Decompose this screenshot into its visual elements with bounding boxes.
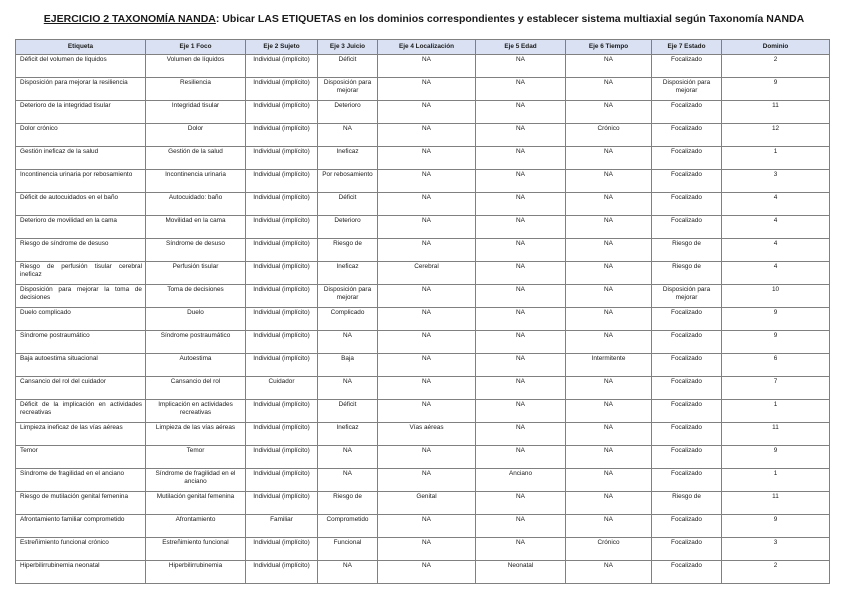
cell-eje3-juicio: Déficit [318,400,378,423]
cell-eje5-edad: NA [476,515,566,538]
cell-eje6-tiempo: NA [566,193,652,216]
cell-eje6-tiempo: NA [566,55,652,78]
cell-eje4-localizacion: NA [378,561,476,584]
cell-eje3-juicio: Disposición para mejorar [318,285,378,308]
table-row [16,492,830,515]
cell-eje5-edad: NA [476,101,566,124]
cell-eje6-tiempo: NA [566,285,652,308]
cell-dominio: 1 [722,147,830,170]
cell-eje1-foco: Autocuidado: baño [146,193,246,216]
cell-eje2-sujeto: Individual (implícito) [246,331,318,354]
cell-eje7-estado: Focalizado [652,561,722,584]
table-header-row [16,40,830,55]
cell-eje2-sujeto: Individual (implícito) [246,101,318,124]
cell-eje5-edad: NA [476,446,566,469]
cell-eje4-localizacion: NA [378,354,476,377]
cell-eje5-edad: NA [476,492,566,515]
cell-eje4-localizacion: NA [378,446,476,469]
cell-eje6-tiempo: NA [566,147,652,170]
cell-eje1-foco: Temor [146,446,246,469]
cell-eje5-edad: NA [476,55,566,78]
header-etiqueta: Etiqueta [16,40,146,55]
cell-eje4-localizacion: NA [378,515,476,538]
cell-dominio: 9 [722,308,830,331]
cell-eje2-sujeto: Individual (implícito) [246,239,318,262]
header-eje1: Eje 1 Foco [146,40,246,55]
table-row [16,446,830,469]
cell-eje3-juicio: Déficit [318,193,378,216]
table-row [16,377,830,400]
cell-eje2-sujeto: Familiar [246,515,318,538]
cell-eje6-tiempo: NA [566,262,652,285]
cell-eje5-edad: NA [476,170,566,193]
cell-etiqueta: Riesgo de perfusión tisular cerebral ineficaz [16,262,146,285]
cell-eje3-juicio: Complicado [318,308,378,331]
cell-eje3-juicio: NA [318,124,378,147]
cell-eje3-juicio: Baja [318,354,378,377]
cell-eje7-estado: Focalizado [652,354,722,377]
table-row [16,285,830,308]
cell-etiqueta: Riesgo de mutilación genital femenina [16,492,146,515]
cell-eje7-estado: Riesgo de [652,262,722,285]
cell-eje6-tiempo: NA [566,101,652,124]
cell-etiqueta: Síndrome postraumático [16,331,146,354]
cell-eje7-estado: Focalizado [652,147,722,170]
cell-dominio: 9 [722,515,830,538]
cell-eje5-edad: NA [476,308,566,331]
cell-eje2-sujeto: Individual (implícito) [246,446,318,469]
cell-eje4-localizacion: NA [378,538,476,561]
cell-eje2-sujeto: Individual (implícito) [246,538,318,561]
cell-etiqueta: Cansancio del rol del cuidador [16,377,146,400]
cell-eje7-estado: Focalizado [652,216,722,239]
cell-eje3-juicio: Disposición para mejorar [318,78,378,101]
cell-eje7-estado: Focalizado [652,193,722,216]
cell-eje3-juicio: NA [318,446,378,469]
cell-eje3-juicio: NA [318,561,378,584]
cell-eje4-localizacion: Vías aéreas [378,423,476,446]
cell-etiqueta: Incontinencia urinaria por rebosamiento [16,170,146,193]
cell-eje7-estado: Riesgo de [652,239,722,262]
cell-eje6-tiempo: Crónico [566,538,652,561]
cell-eje5-edad: NA [476,354,566,377]
cell-etiqueta: Disposición para mejorar la toma de decisiones [16,285,146,308]
cell-dominio: 1 [722,469,830,492]
header-eje6: Eje 6 Tiempo [566,40,652,55]
cell-etiqueta: Hiperbilirrubinemia neonatal [16,561,146,584]
cell-etiqueta: Estreñimiento funcional crónico [16,538,146,561]
cell-etiqueta: Disposición para mejorar la resiliencia [16,78,146,101]
cell-eje2-sujeto: Individual (implícito) [246,262,318,285]
cell-eje7-estado: Focalizado [652,331,722,354]
cell-eje2-sujeto: Individual (implícito) [246,124,318,147]
cell-dominio: 2 [722,55,830,78]
cell-eje1-foco: Dolor [146,124,246,147]
cell-eje3-juicio: Deterioro [318,101,378,124]
cell-eje4-localizacion: Genital [378,492,476,515]
table-row [16,262,830,285]
cell-etiqueta: Limpieza ineficaz de las vías aéreas [16,423,146,446]
cell-eje7-estado: Disposición para mejorar [652,78,722,101]
cell-eje5-edad: Anciano [476,469,566,492]
cell-eje3-juicio: Riesgo de [318,239,378,262]
cell-eje2-sujeto: Individual (implícito) [246,561,318,584]
cell-etiqueta: Deterioro de movilidad en la cama [16,216,146,239]
cell-dominio: 4 [722,239,830,262]
cell-eje7-estado: Focalizado [652,446,722,469]
cell-eje7-estado: Focalizado [652,170,722,193]
table-row [16,538,830,561]
cell-eje5-edad: NA [476,262,566,285]
cell-eje3-juicio: Ineficaz [318,423,378,446]
cell-eje4-localizacion: NA [378,78,476,101]
cell-eje6-tiempo: NA [566,561,652,584]
cell-etiqueta: Riesgo de síndrome de desuso [16,239,146,262]
cell-eje1-foco: Incontinencia urinaria [146,170,246,193]
cell-eje5-edad: NA [476,193,566,216]
cell-eje7-estado: Focalizado [652,469,722,492]
header-eje5: Eje 5 Edad [476,40,566,55]
table-row [16,193,830,216]
cell-eje7-estado: Focalizado [652,400,722,423]
cell-etiqueta: Dolor crónico [16,124,146,147]
cell-eje2-sujeto: Individual (implícito) [246,423,318,446]
table-row [16,101,830,124]
cell-eje5-edad: NA [476,538,566,561]
table-row [16,561,830,584]
cell-eje5-edad: NA [476,124,566,147]
cell-etiqueta: Síndrome de fragilidad en el anciano [16,469,146,492]
cell-eje1-foco: Cansancio del rol [146,377,246,400]
cell-eje6-tiempo: NA [566,78,652,101]
cell-eje1-foco: Toma de decisiones [146,285,246,308]
cell-eje1-foco: Resiliencia [146,78,246,101]
cell-dominio: 4 [722,193,830,216]
cell-eje1-foco: Hiperbilirrubinemia [146,561,246,584]
header-eje7: Eje 7 Estado [652,40,722,55]
cell-dominio: 4 [722,216,830,239]
table-row [16,400,830,423]
cell-eje6-tiempo: NA [566,446,652,469]
table-row [16,124,830,147]
cell-eje2-sujeto: Individual (implícito) [246,400,318,423]
cell-eje6-tiempo: NA [566,308,652,331]
cell-eje6-tiempo: NA [566,239,652,262]
cell-eje7-estado: Focalizado [652,308,722,331]
cell-dominio: 3 [722,538,830,561]
cell-eje3-juicio: Comprometido [318,515,378,538]
cell-eje7-estado: Disposición para mejorar [652,285,722,308]
cell-eje2-sujeto: Individual (implícito) [246,308,318,331]
cell-dominio: 11 [722,101,830,124]
cell-eje6-tiempo: Crónico [566,124,652,147]
cell-eje6-tiempo: NA [566,170,652,193]
table-row [16,308,830,331]
table-row [16,515,830,538]
cell-eje4-localizacion: NA [378,308,476,331]
cell-eje3-juicio: NA [318,331,378,354]
cell-eje2-sujeto: Individual (implícito) [246,55,318,78]
cell-dominio: 3 [722,170,830,193]
cell-eje1-foco: Gestión de la salud [146,147,246,170]
cell-dominio: 12 [722,124,830,147]
cell-eje6-tiempo: NA [566,400,652,423]
table-row [16,78,830,101]
cell-eje7-estado: Focalizado [652,538,722,561]
cell-eje1-foco: Mutilación genital femenina [146,492,246,515]
cell-eje5-edad: NA [476,216,566,239]
cell-eje1-foco: Autoestima [146,354,246,377]
cell-etiqueta: Temor [16,446,146,469]
cell-etiqueta: Deterioro de la integridad tisular [16,101,146,124]
cell-eje7-estado: Focalizado [652,377,722,400]
cell-eje1-foco: Afrontamiento [146,515,246,538]
cell-eje6-tiempo: NA [566,377,652,400]
cell-etiqueta: Afrontamiento familiar comprometido [16,515,146,538]
cell-etiqueta: Déficit de la implicación en actividades recreativas [16,400,146,423]
cell-eje3-juicio: NA [318,377,378,400]
cell-dominio: 6 [722,354,830,377]
cell-eje5-edad: Neonatal [476,561,566,584]
cell-eje6-tiempo: NA [566,469,652,492]
cell-eje2-sujeto: Individual (implícito) [246,285,318,308]
cell-eje6-tiempo: NA [566,216,652,239]
cell-eje7-estado: Riesgo de [652,492,722,515]
cell-eje7-estado: Focalizado [652,423,722,446]
cell-eje7-estado: Focalizado [652,55,722,78]
cell-eje7-estado: Focalizado [652,101,722,124]
header-eje2: Eje 2 Sujeto [246,40,318,55]
cell-eje1-foco: Movilidad en la cama [146,216,246,239]
header-dominio: Dominio [722,40,830,55]
cell-eje4-localizacion: NA [378,101,476,124]
cell-eje4-localizacion: NA [378,239,476,262]
cell-eje3-juicio: Riesgo de [318,492,378,515]
cell-eje6-tiempo: NA [566,423,652,446]
cell-eje3-juicio: Déficit [318,55,378,78]
cell-eje2-sujeto: Individual (implícito) [246,147,318,170]
cell-eje4-localizacion: NA [378,216,476,239]
cell-eje4-localizacion: NA [378,377,476,400]
cell-eje2-sujeto: Individual (implícito) [246,354,318,377]
cell-eje2-sujeto: Individual (implícito) [246,492,318,515]
cell-dominio: 1 [722,400,830,423]
table-row [16,239,830,262]
header-eje3: Eje 3 Juicio [318,40,378,55]
table-body [16,55,830,584]
cell-eje2-sujeto: Cuidador [246,377,318,400]
table-row [16,170,830,193]
cell-eje2-sujeto: Individual (implícito) [246,193,318,216]
cell-eje6-tiempo: NA [566,331,652,354]
cell-dominio: 7 [722,377,830,400]
cell-eje1-foco: Síndrome de desuso [146,239,246,262]
cell-eje5-edad: NA [476,285,566,308]
cell-eje1-foco: Estreñimiento funcional [146,538,246,561]
cell-eje1-foco: Perfusión tisular [146,262,246,285]
cell-eje2-sujeto: Individual (implícito) [246,78,318,101]
nanda-table [15,39,830,584]
cell-eje4-localizacion: Cerebral [378,262,476,285]
cell-eje1-foco: Integridad tisular [146,101,246,124]
cell-eje5-edad: NA [476,239,566,262]
cell-eje1-foco: Duelo [146,308,246,331]
table-row [16,216,830,239]
table-row [16,55,830,78]
cell-eje3-juicio: Ineficaz [318,262,378,285]
cell-dominio: 2 [722,561,830,584]
cell-dominio: 9 [722,331,830,354]
cell-eje1-foco: Volumen de líquidos [146,55,246,78]
table-row [16,331,830,354]
cell-eje5-edad: NA [476,78,566,101]
cell-dominio: 4 [722,262,830,285]
header-eje4: Eje 4 Localización [378,40,476,55]
cell-dominio: 9 [722,78,830,101]
cell-eje4-localizacion: NA [378,170,476,193]
cell-dominio: 11 [722,423,830,446]
cell-eje2-sujeto: Individual (implícito) [246,170,318,193]
cell-eje5-edad: NA [476,147,566,170]
cell-eje1-foco: Síndrome postraumático [146,331,246,354]
cell-eje1-foco: Síndrome de fragilidad en el anciano [146,469,246,492]
cell-etiqueta: Déficit de autocuidados en el baño [16,193,146,216]
cell-eje3-juicio: Deterioro [318,216,378,239]
cell-eje4-localizacion: NA [378,400,476,423]
cell-eje3-juicio: Por rebosamiento [318,170,378,193]
cell-etiqueta: Duelo complicado [16,308,146,331]
cell-etiqueta: Déficit del volumen de líquidos [16,55,146,78]
cell-eje1-foco: Limpieza de las vías aéreas [146,423,246,446]
page-title [0,13,848,25]
cell-eje6-tiempo: NA [566,515,652,538]
cell-eje6-tiempo: Intermitente [566,354,652,377]
table-row [16,354,830,377]
cell-eje4-localizacion: NA [378,469,476,492]
cell-eje6-tiempo: NA [566,492,652,515]
cell-dominio: 11 [722,492,830,515]
cell-eje4-localizacion: NA [378,331,476,354]
cell-eje7-estado: Focalizado [652,515,722,538]
cell-eje7-estado: Focalizado [652,124,722,147]
cell-etiqueta: Gestión ineficaz de la salud [16,147,146,170]
table-row [16,423,830,446]
cell-eje4-localizacion: NA [378,285,476,308]
cell-eje3-juicio: NA [318,469,378,492]
cell-eje2-sujeto: Individual (implícito) [246,216,318,239]
cell-eje3-juicio: Funcional [318,538,378,561]
cell-eje5-edad: NA [476,331,566,354]
cell-eje2-sujeto: Individual (implícito) [246,469,318,492]
cell-eje5-edad: NA [476,423,566,446]
cell-eje5-edad: NA [476,377,566,400]
cell-dominio: 10 [722,285,830,308]
title-main: EJERCICIO 2 TAXONOMÍA NANDA [43,13,216,25]
cell-eje1-foco: Implicación en actividades recreativas [146,400,246,423]
cell-eje4-localizacion: NA [378,193,476,216]
cell-eje4-localizacion: NA [378,55,476,78]
cell-etiqueta: Baja autoestima situacional [16,354,146,377]
cell-dominio: 9 [722,446,830,469]
cell-eje4-localizacion: NA [378,124,476,147]
table-row [16,469,830,492]
cell-eje4-localizacion: NA [378,147,476,170]
cell-eje3-juicio: Ineficaz [318,147,378,170]
cell-eje5-edad: NA [476,400,566,423]
table-row [16,147,830,170]
title-instructions: : Ubicar LAS ETIQUETAS en los dominios correspondientes y establecer sistema multiaxial según Taxonomía NANDA [215,13,805,25]
